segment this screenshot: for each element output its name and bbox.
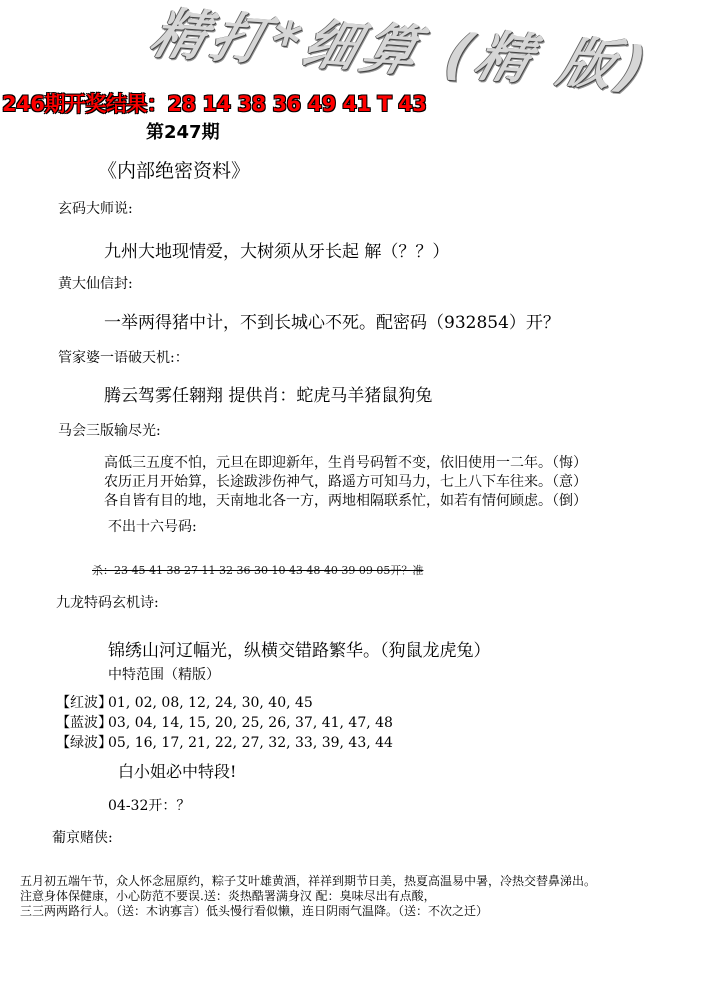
jiulong-label: 九龙特码玄机诗: [56,595,159,611]
range-result: 04-32开：？ [108,798,191,814]
footer-line-3: 三三两两路行人。（送：木讷寡言）低头慢行看似懒，连日阴雨气温降。（送：不次之迁） [20,904,489,918]
mahui-line-3: 各自皆有目的地，天南地北各一方，两地相隔联系忙，如若有情何顾虑。（倒） [104,493,587,509]
mahui-line-1: 高低三五度不怕，元旦在即迎新年，生肖号码暂不变，依旧使用一二年。（悔） [104,455,587,471]
huang-label: 黄大仙信封: [58,276,133,292]
mahui-label: 马会三版输尽光: [58,423,161,439]
bu-chu-label: 不出十六号码: [108,519,197,535]
huang-text: 一举两得猪中计，不到长城心不死。配密码（932854）开？ [104,313,560,333]
guanjia-label: 管家婆一语破天机:： [58,350,189,366]
wave-numbers: 01, 02, 08, 12, 24, 30, 40, 45 [108,695,313,711]
issue-number: 第247期 [146,122,220,143]
wave-green-row [56,732,393,752]
footer-line-1: 五月初五端午节，众人怀念屈原约，粽子艾叶雄黄酒，祥祥到期节日美，热夏高温易中暑，冷热交替鼻涕出。 [20,874,597,888]
footer-line-2: 注意身体保健康，小心防范不要误.送：炎热酷署满身汉 配：臭味尽出有点酸， [20,889,436,903]
draw-result: 246期开奖结果：28 14 38 36 49 41 T 43 [2,92,427,116]
pujing-label: 葡京赌侠: [52,830,113,846]
guanjia-text: 腾云驾雾任翱翔 提供肖：蛇虎马羊猪鼠狗兔 [104,386,433,406]
wave-red-row [56,692,313,712]
jiulong-text: 锦绣山河辽幅光，纵横交错路繁华。（狗鼠龙虎兔） [108,641,491,661]
wave-blue-row [56,712,393,732]
wave-numbers: 05, 16, 17, 21, 22, 27, 32, 33, 39, 43, 44 [108,735,393,751]
xuanma-label: 玄码大师说: [58,201,133,217]
wave-label: 【绿波】 [56,735,112,751]
range-label: 中特范围（精版） [108,667,220,683]
doc-title: 《内部绝密资料》 [98,160,251,182]
xuanma-text: 九州大地现情爱，大树须从牙长起 解（？？） [104,242,450,262]
kill-numbers: 杀：23 45 41 38 27 11 32 36 30 10 43 48 40 39 09 05开？准 [92,564,424,577]
wave-label: 【红波】 [56,695,112,711]
mahui-line-2: 农历正月开始算，长途跋涉伤神气，路遥方可知马力，七上八下车往来。（意） [104,474,587,490]
header-art-title: 精打*细算 (精 版) [144,1,659,100]
wave-numbers: 03, 04, 14, 15, 20, 25, 26, 37, 41, 47, 48 [108,715,393,731]
bai-xiaojie: 白小姐必中特段! [118,762,237,781]
wave-label: 【蓝波】 [56,715,112,731]
